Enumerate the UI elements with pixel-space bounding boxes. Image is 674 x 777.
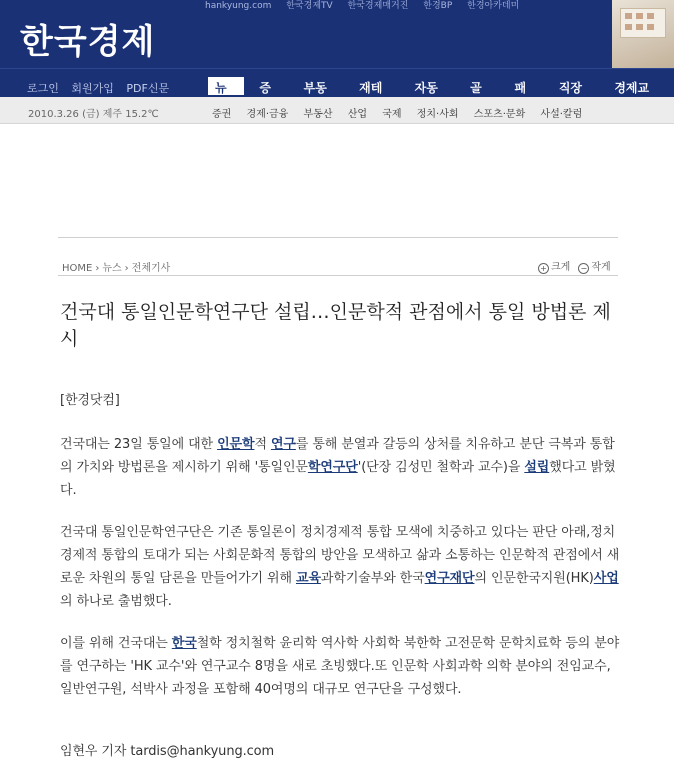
font-smaller-button[interactable]: − 작게 — [578, 262, 610, 273]
login-link[interactable]: 로그인 — [27, 82, 59, 95]
paragraph-text: 과학기술부와 한국 — [320, 571, 425, 586]
breadcrumb: HOME › 뉴스 › 전체기사 — [62, 263, 171, 274]
keyword-link[interactable]: 인문학 — [217, 437, 255, 452]
breadcrumb-home[interactable]: HOME — [62, 263, 93, 274]
nav-item-golf[interactable]: 골 — [470, 81, 482, 95]
keyword-link[interactable]: 교육 — [295, 571, 321, 586]
keyword-link[interactable]: 연구재단 — [424, 571, 475, 586]
top-link[interactable]: hankyung.com — [205, 1, 272, 11]
paragraph-text: 건국대는 23일 통일에 대한 — [60, 437, 218, 452]
top-link[interactable]: 한경BP — [423, 1, 453, 11]
signup-link[interactable]: 회원가입 — [71, 82, 114, 95]
paragraph-text: 이를 위해 건국대는 — [60, 636, 172, 651]
pdf-newspaper-link[interactable]: PDF신문 — [126, 82, 170, 95]
paragraph-text: 건국대 통일인문학연구단은 기존 통일론이 정치경제적 통합 모색에 치중하고 있다는 판단 아래,정치경제적 통합의 토대가 되는 사회문화적 통합의 방안을 모색하고 삶과 소통하는 인문학적 관점에서 새로운 차원의 통일 담론을 만들어가기 위해 — [60, 525, 620, 586]
divider — [58, 237, 618, 238]
keyword-link[interactable]: 설립 — [524, 460, 550, 475]
sub-item[interactable]: 증권 — [212, 109, 232, 120]
paragraph-text: 했다고 밝혔다. — [60, 460, 616, 498]
top-link[interactable]: 한국경제TV — [286, 1, 333, 11]
nav-item-fashion[interactable]: 패 — [514, 81, 527, 95]
keyword-link[interactable]: 연구 — [270, 437, 296, 452]
article-paragraph — [60, 521, 626, 613]
article-source: [한경닷컴] — [60, 393, 120, 408]
article-paragraph — [60, 632, 626, 701]
keyword-link[interactable]: 한국 — [171, 636, 197, 651]
site-logo[interactable]: 한국경제 — [20, 22, 156, 62]
top-link[interactable]: 한국경제매거진 — [347, 1, 409, 11]
sub-item[interactable]: 정치·사회 — [416, 109, 459, 120]
article-headline: 건국대 통일인문학연구단 설립…인문학적 관점에서 통일 방법론 제시 — [60, 301, 611, 350]
font-bigger-button[interactable]: + 크게 — [538, 262, 570, 273]
sub-item[interactable]: 사설·칼럼 — [540, 109, 583, 120]
minus-icon: − — [578, 263, 589, 274]
top-link[interactable]: 한경아카데미 — [467, 1, 520, 11]
paragraph-text: 적 — [254, 437, 271, 452]
section-menu — [208, 77, 674, 97]
nav-item-news[interactable]: 뉴 — [208, 77, 244, 95]
sub-item[interactable]: 경제·금융 — [246, 109, 289, 120]
top-links — [205, 0, 531, 11]
nav-item-auto[interactable]: 자동 — [414, 81, 438, 95]
breadcrumb-all-articles[interactable]: 전체기사 — [131, 263, 171, 274]
nav-item-worker[interactable]: 직장 — [558, 81, 582, 95]
divider — [58, 275, 618, 276]
nav-item-finance[interactable]: 재테 — [359, 81, 383, 95]
article-paragraph — [60, 433, 626, 502]
paragraph-text: 의 인문한국지원(HK) — [474, 571, 594, 586]
main-navigation — [0, 68, 674, 97]
keyword-link[interactable]: 사업 — [593, 571, 619, 586]
sub-menu — [212, 105, 594, 120]
nav-item-realestate[interactable]: 부동 — [303, 81, 327, 95]
banner-photo[interactable] — [612, 0, 674, 68]
sub-item[interactable]: 부동산 — [303, 109, 333, 120]
paragraph-text: '(단장 김성민 철학과 교수)을 — [357, 460, 525, 475]
breadcrumb-news[interactable]: 뉴스 — [102, 263, 122, 274]
plus-icon: + — [538, 263, 549, 274]
paragraph-text: 를 통해 분열과 갈등의 상처를 치유하고 분단 극복과 통합의 가치와 방법론을 제시하기 위해 '통일인문 — [60, 437, 615, 475]
sub-item[interactable]: 국제 — [382, 109, 402, 120]
date-weather: 2010.3.26 (금) 제주 15.2℃ — [28, 109, 159, 120]
account-links — [27, 80, 178, 96]
masthead — [0, 0, 674, 68]
nav-item-economy-class[interactable]: 경제교 — [614, 81, 650, 95]
picture-frame-image — [620, 8, 666, 38]
nav-item-stocks[interactable]: 증 — [259, 81, 271, 95]
paragraph-text: 철학 정치철학 윤리학 역사학 사회학 북한학 고전문학 문학치료학 등의 분야를 연구하는 'HK 교수'와 연구교수 8명을 새로 초빙했다.또 인문학 사회과학 의학 분야의 전임교수, 일반연구원, 석박사 과정을 포함해 40여명의 대규모 연구단을 구성했다. — [60, 636, 620, 697]
text-size-controls — [538, 258, 611, 274]
article-byline: 임현우 기자 tardis@hankyung.com — [60, 744, 275, 759]
sub-navigation — [0, 97, 674, 124]
sub-item[interactable]: 스포츠·문화 — [473, 109, 526, 120]
keyword-link[interactable]: 학연구단 — [307, 460, 358, 475]
sub-item[interactable]: 산업 — [347, 109, 368, 120]
paragraph-text: 의 하나로 출범했다. — [60, 594, 172, 609]
